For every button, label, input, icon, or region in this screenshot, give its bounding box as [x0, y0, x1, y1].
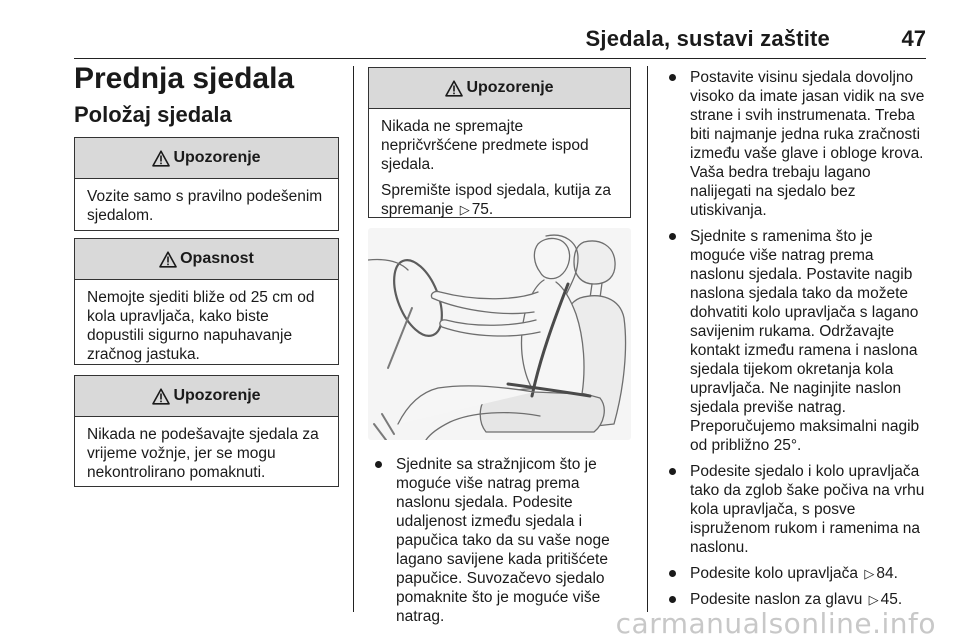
danger-box-airbag	[74, 238, 339, 365]
section-subheading: Položaj sjedala	[74, 102, 232, 127]
box-body	[75, 280, 338, 372]
box-header	[75, 239, 338, 280]
box-paragraph: Nikada ne podešavajte sjedala za vrijeme vožnje, jer se mogu nekontrolirano pomaknuti.	[87, 426, 319, 481]
box-header	[75, 376, 338, 417]
warning-box-driving	[74, 375, 339, 487]
list-item	[662, 564, 932, 583]
reference-page[interactable]: 84.	[876, 565, 898, 582]
bullet-list-column3	[662, 68, 932, 616]
box-header	[75, 138, 338, 179]
list-item: Podesite sjedalo i kolo upravljača tako da zglob šake počiva na vrhu kola upravljača, s posve ispruženom rukom i ramenima na naslonu.	[662, 462, 932, 557]
reference-text: Spremište ispod sjedala, kutija za spremanje	[381, 182, 612, 218]
page-number: 47	[901, 26, 926, 51]
box-title: Upozorenje	[466, 79, 554, 96]
section-heading: Prednja sjedala	[74, 62, 295, 95]
box-header	[369, 68, 630, 109]
driver-seat-illustration	[368, 228, 631, 440]
box-title: Upozorenje	[173, 387, 261, 404]
warning-box-storage	[368, 67, 631, 218]
box-paragraph-reference	[381, 181, 620, 219]
reference-page[interactable]: 45.	[880, 591, 903, 608]
list-item-text: Podesite kolo upravljača	[690, 565, 859, 582]
list-item-text: Podesite naslon za glavu	[690, 591, 863, 608]
watermark: carmanualsonline.info	[615, 607, 936, 640]
box-title: Upozorenje	[173, 149, 261, 166]
bullet-list-column2	[368, 455, 636, 633]
column-divider-left	[353, 66, 354, 612]
header-title: Sjedala, sustavi zaštite	[585, 26, 830, 51]
reference-page[interactable]: 75.	[471, 201, 494, 218]
box-paragraph: Nemojte sjediti bliže od 25 cm od kola upravljača, kako biste dopustili sigurno napuhavanje zračnog jastuka.	[87, 289, 315, 363]
warning-triangle-icon	[152, 388, 170, 405]
box-body	[75, 179, 338, 233]
list-item: Postavite visinu sjedala dovoljno visoko da imate jasan vidik na sve strane i svih instrumenata. Treba biti najmanje jedna ruka zračnosti između vaše glave i obloge krova. Vaša bedra trebaju lagano nalijegati na sjedalo bez utiskivanja.	[662, 68, 932, 220]
box-title: Opasnost	[180, 250, 254, 267]
box-body	[369, 109, 630, 227]
reference-arrow-icon: ▷	[864, 566, 875, 581]
warning-box-adjust	[74, 137, 339, 231]
warning-triangle-icon	[159, 251, 177, 268]
reference-arrow-icon: ▷	[868, 592, 879, 607]
box-paragraph: Nikada ne spremajte nepričvršćene predmete ispod sjedala.	[381, 118, 589, 173]
column-divider-right	[647, 66, 648, 612]
warning-triangle-icon	[152, 150, 170, 167]
list-item: Sjednite s ramenima što je moguće više natrag prema naslonu sjedala. Postavite nagib naslona sjedala tako da možete dohvatiti kolo upravljača s lagano savijenim rukama. Održavajte kontakt između ramena i naslona sjedala tijekom okretanja kola upravljača. Ne naginjite naslon sjedala previše natrag. Preporučujemo maksimalni nagib od približno 25°.	[662, 227, 932, 455]
box-body	[75, 417, 338, 490]
reference-arrow-icon: ▷	[459, 202, 470, 217]
driver-seat-drawing	[368, 228, 631, 440]
header-rule	[74, 58, 926, 59]
warning-triangle-icon	[445, 80, 463, 97]
box-paragraph: Vozite samo s pravilno podešenim sjedalom.	[87, 188, 323, 224]
list-item: Sjednite sa stražnjicom što je moguće više natrag prema naslonu sjedala. Podesite udaljenost između sjedala i papučica tako da su vaše noge lagano savijene kada pritišćete papučice. Suvozačevo sjedalo pomaknite što je moguće više natrag.	[368, 455, 636, 626]
